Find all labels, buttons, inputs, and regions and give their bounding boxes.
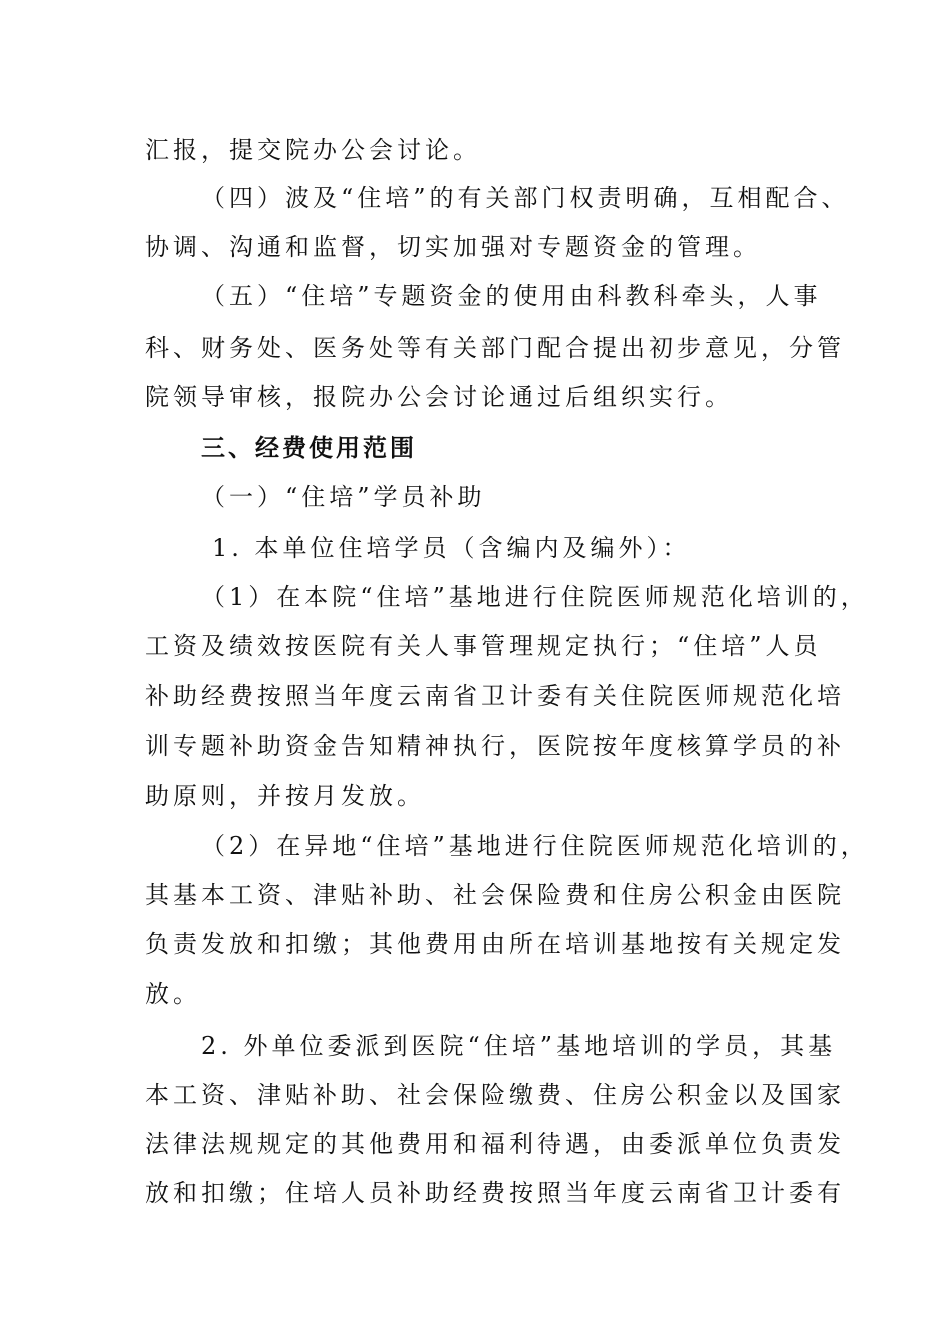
text-line: （1）在本院“住培”基地进行住院医师规范化培训的， (201, 583, 869, 611)
text-line: 放。 (145, 980, 201, 1008)
text-line: （四）波及“住培”的有关部门权责明确，互相配合、 (201, 184, 850, 212)
text-line: 本工资、津贴补助、社会保险缴费、住房公积金以及国家 (145, 1081, 845, 1109)
text-line: 协调、沟通和监督，切实加强对专题资金的管理。 (145, 233, 761, 261)
text-line: （五）“住培”专题资金的使用由科教科牵头，人事 (201, 282, 822, 310)
text-line: 科、财务处、医务处等有关部门配合提出初步意见，分管 (145, 334, 845, 362)
text-line: 放和扣缴；住培人员补助经费按照当年度云南省卫计委有 (145, 1179, 845, 1207)
text-line: 补助经费按照当年度云南省卫计委有关住院医师规范化培 (145, 682, 845, 710)
text-line: 2. 外单位委派到医院“住培”基地培训的学员，其基 (201, 1032, 837, 1060)
text-line: 院领导审核，报院办公会讨论通过后组织实行。 (145, 383, 733, 411)
text-line: 助原则，并按月发放。 (145, 782, 425, 810)
text-line: （2）在异地“住培”基地进行住院医师规范化培训的， (201, 832, 869, 860)
text-line: 1. 本单位住培学员（含编内及编外）： (212, 534, 691, 562)
section-heading: 三、经费使用范围 (201, 434, 417, 462)
text-line: 其基本工资、津贴补助、社会保险费和住房公积金由医院 (145, 881, 845, 909)
subsection-heading: （一）“住培”学员补助 (201, 483, 486, 511)
text-line: 汇报，提交院办公会讨论。 (145, 136, 481, 164)
text-line: 工资及绩效按医院有关人事管理规定执行；“住培”人员 (145, 632, 822, 660)
text-line: 法律法规规定的其他费用和福利待遇，由委派单位负责发 (145, 1130, 845, 1158)
text-line: 训专题补助资金告知精神执行，医院按年度核算学员的补 (145, 732, 845, 760)
text-line: 负责发放和扣缴；其他费用由所在培训基地按有关规定发 (145, 930, 845, 958)
